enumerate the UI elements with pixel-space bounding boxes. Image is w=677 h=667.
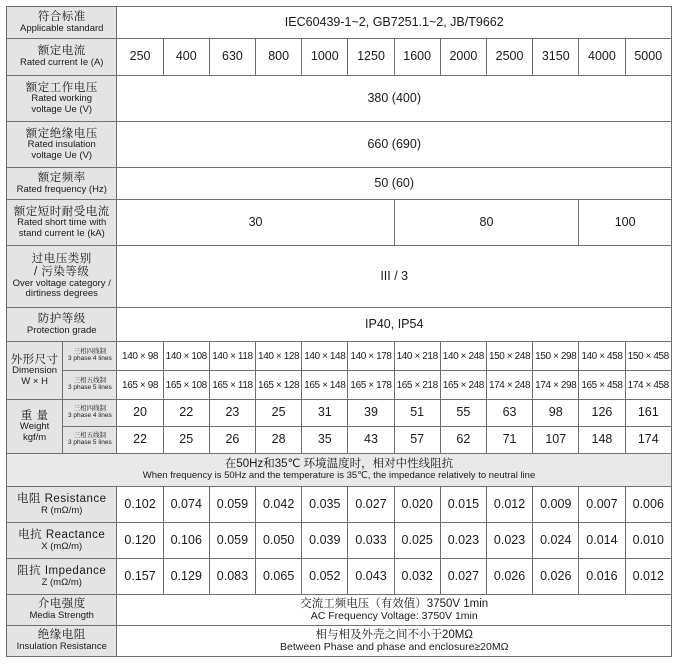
impedance-note: 在50Hz和35℃ 环境温度时，相对中性线阻抗 When frequency is 50Hz and the temperature is 35℃, the impedance relatively to neutral line: [7, 454, 672, 487]
frequency-value: 50 (60): [117, 168, 672, 200]
weight4-cell: 51: [394, 400, 440, 427]
resistance-cell: 0.042: [256, 487, 302, 523]
row-weight-4: [7, 400, 672, 427]
dim5-cell: 165 × 218: [394, 371, 440, 400]
impedance-cell: 0.026: [533, 559, 579, 595]
current-cell: 2000: [440, 39, 486, 76]
phase5-label: 三相五线制 3 phase 5 lines: [63, 371, 117, 400]
dim4-cell: 140 × 178: [348, 342, 394, 371]
insulation-voltage-value: 660 (690): [117, 122, 672, 168]
impedance-cell: 0.043: [348, 559, 394, 595]
weight5-cell: 25: [163, 427, 209, 454]
insulation-resistance-value: 相与相及外壳之间不小于20MΩ Between Phase and phase and enclosure≥20MΩ: [117, 626, 672, 657]
row-insulation-voltage: [7, 122, 672, 168]
insulation-resistance-label: 绝缘电阻 Insulation Resistance: [7, 626, 117, 657]
resistance-cell: 0.102: [117, 487, 163, 523]
impedance-label: 阻抗 Impedance Z (mΩ/m): [7, 559, 117, 595]
reactance-cell: 0.050: [256, 523, 302, 559]
dim5-cell: 165 × 458: [579, 371, 625, 400]
reactance-cell: 0.024: [533, 523, 579, 559]
resistance-cell: 0.006: [625, 487, 671, 523]
row-insulation-resistance: [7, 626, 672, 657]
impedance-cell: 0.157: [117, 559, 163, 595]
row-frequency: [7, 168, 672, 200]
dim5-cell: 174 × 458: [625, 371, 671, 400]
reactance-cell: 0.023: [440, 523, 486, 559]
short-time-label: 额定短时耐受电流 Rated short time with stand current Ie (kA): [7, 200, 117, 246]
reactance-cell: 0.025: [394, 523, 440, 559]
weight4-cell: 161: [625, 400, 671, 427]
resistance-label: 电阻 Resistance R (mΩ/m): [7, 487, 117, 523]
row-overvoltage: [7, 246, 672, 308]
spec-table: [6, 6, 672, 657]
reactance-cell: 0.014: [579, 523, 625, 559]
resistance-cell: 0.009: [533, 487, 579, 523]
dim5-cell: 165 × 118: [209, 371, 255, 400]
dim4-cell: 150 × 458: [625, 342, 671, 371]
standard-label: 符合标准 Applicable standard: [7, 7, 117, 39]
row-dim-4: [7, 342, 672, 371]
current-cell: 400: [163, 39, 209, 76]
dim5-cell: 165 × 108: [163, 371, 209, 400]
reactance-cell: 0.106: [163, 523, 209, 559]
dim4-cell: 150 × 298: [533, 342, 579, 371]
weight4-cell: 39: [348, 400, 394, 427]
current-cell: 5000: [625, 39, 671, 76]
protection-label: 防护等级 Protection grade: [7, 308, 117, 342]
short-time-value: 100: [579, 200, 672, 246]
protection-value: IP40, IP54: [117, 308, 672, 342]
current-cell: 2500: [486, 39, 532, 76]
dim4-cell: 140 × 148: [302, 342, 348, 371]
weight4-cell: 20: [117, 400, 163, 427]
row-protection: [7, 308, 672, 342]
impedance-cell: 0.065: [256, 559, 302, 595]
row-standard: [7, 7, 672, 39]
row-reactance: [7, 523, 672, 559]
resistance-cell: 0.059: [209, 487, 255, 523]
dim4-cell: 140 × 218: [394, 342, 440, 371]
weight5-cell: 148: [579, 427, 625, 454]
dim4-cell: 140 × 108: [163, 342, 209, 371]
dim5-cell: 174 × 298: [533, 371, 579, 400]
current-cell: 800: [256, 39, 302, 76]
reactance-label: 电抗 Reactance X (mΩ/m): [7, 523, 117, 559]
weight5-cell: 35: [302, 427, 348, 454]
dim5-cell: 165 × 128: [256, 371, 302, 400]
row-media: [7, 595, 672, 626]
dim5-cell: 165 × 178: [348, 371, 394, 400]
weight5-cell: 22: [117, 427, 163, 454]
reactance-cell: 0.033: [348, 523, 394, 559]
current-cell: 1600: [394, 39, 440, 76]
weight4-cell: 22: [163, 400, 209, 427]
impedance-cell: 0.083: [209, 559, 255, 595]
resistance-cell: 0.012: [486, 487, 532, 523]
resistance-cell: 0.035: [302, 487, 348, 523]
current-cell: 1250: [348, 39, 394, 76]
reactance-cell: 0.039: [302, 523, 348, 559]
impedance-cell: 0.052: [302, 559, 348, 595]
impedance-cell: 0.129: [163, 559, 209, 595]
impedance-cell: 0.012: [625, 559, 671, 595]
frequency-label: 额定频率 Rated frequency (Hz): [7, 168, 117, 200]
row-dim-5: [7, 371, 672, 400]
short-time-value: 80: [394, 200, 579, 246]
dim5-cell: 165 × 148: [302, 371, 348, 400]
current-cell: 1000: [302, 39, 348, 76]
dim4-cell: 140 × 118: [209, 342, 255, 371]
phase4-label: 三相四线制 3 phase 4 lines: [63, 342, 117, 371]
row-current: [7, 39, 672, 76]
weight5-cell: 174: [625, 427, 671, 454]
dimension-label: 外形尺寸 Dimension W × H: [7, 342, 63, 400]
weight5-cell: 107: [533, 427, 579, 454]
row-note: [7, 454, 672, 487]
overvoltage-label: 过电压类别 / 污染等级 Over voltage category / dirtiness degrees: [7, 246, 117, 308]
weight4-cell: 63: [486, 400, 532, 427]
weight4-cell: 55: [440, 400, 486, 427]
current-label: 额定电流 Rated current Ie (A): [7, 39, 117, 76]
dim4-cell: 140 × 248: [440, 342, 486, 371]
dim5-cell: 165 × 248: [440, 371, 486, 400]
impedance-cell: 0.016: [579, 559, 625, 595]
reactance-cell: 0.059: [209, 523, 255, 559]
weight4-cell: 98: [533, 400, 579, 427]
resistance-cell: 0.007: [579, 487, 625, 523]
weight5-cell: 57: [394, 427, 440, 454]
weight4-cell: 31: [302, 400, 348, 427]
resistance-cell: 0.027: [348, 487, 394, 523]
standard-value: IEC60439-1~2, GB7251.1~2, JB/T9662: [117, 7, 672, 39]
working-voltage-label: 额定工作电压 Rated working voltage Ue (V): [7, 76, 117, 122]
insulation-voltage-label: 额定绝缘电压 Rated insulation voltage Ue (V): [7, 122, 117, 168]
media-label: 介电强度 Media Strength: [7, 595, 117, 626]
dim4-cell: 140 × 128: [256, 342, 302, 371]
row-short-time: [7, 200, 672, 246]
resistance-cell: 0.015: [440, 487, 486, 523]
weight4-cell: 23: [209, 400, 255, 427]
current-cell: 3150: [533, 39, 579, 76]
reactance-cell: 0.010: [625, 523, 671, 559]
dim4-cell: 150 × 248: [486, 342, 532, 371]
reactance-cell: 0.023: [486, 523, 532, 559]
phase5-label: 三相五线制 3 phase 5 lines: [63, 427, 117, 454]
weight4-cell: 126: [579, 400, 625, 427]
media-value: 交流工频电压（有效值）3750V 1min AC Frequency Voltage: 3750V 1min: [117, 595, 672, 626]
current-cell: 250: [117, 39, 163, 76]
dim4-cell: 140 × 98: [117, 342, 163, 371]
dim4-cell: 140 × 458: [579, 342, 625, 371]
weight4-cell: 25: [256, 400, 302, 427]
weight-label: 重 量 Weight kgf/m: [7, 400, 63, 454]
weight5-cell: 71: [486, 427, 532, 454]
dim5-cell: 165 × 98: [117, 371, 163, 400]
current-cell: 4000: [579, 39, 625, 76]
short-time-value: 30: [117, 200, 394, 246]
dim5-cell: 174 × 248: [486, 371, 532, 400]
weight5-cell: 26: [209, 427, 255, 454]
weight5-cell: 43: [348, 427, 394, 454]
phase4-label: 三相四线制 3 phase 4 lines: [63, 400, 117, 427]
resistance-cell: 0.020: [394, 487, 440, 523]
resistance-cell: 0.074: [163, 487, 209, 523]
impedance-cell: 0.032: [394, 559, 440, 595]
reactance-cell: 0.120: [117, 523, 163, 559]
weight5-cell: 28: [256, 427, 302, 454]
impedance-cell: 0.027: [440, 559, 486, 595]
current-cell: 630: [209, 39, 255, 76]
row-weight-5: [7, 427, 672, 454]
row-working-voltage: [7, 76, 672, 122]
impedance-cell: 0.026: [486, 559, 532, 595]
row-resistance: [7, 487, 672, 523]
working-voltage-value: 380 (400): [117, 76, 672, 122]
overvoltage-value: III / 3: [117, 246, 672, 308]
weight5-cell: 62: [440, 427, 486, 454]
row-impedance: [7, 559, 672, 595]
